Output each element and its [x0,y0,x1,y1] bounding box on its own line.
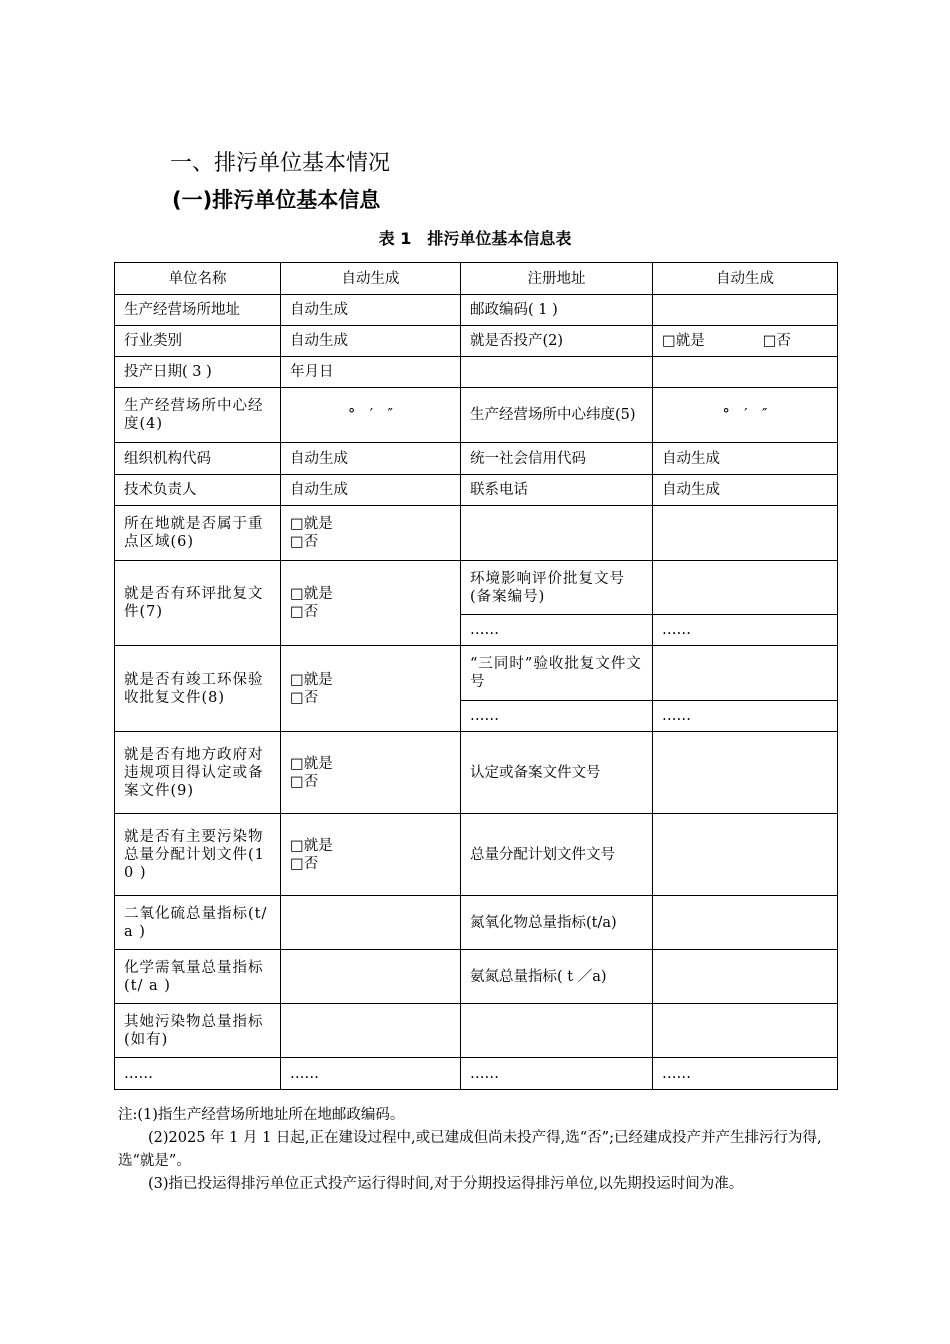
row-label: 联系电话 [461,475,653,506]
note-2: (2)2025 年 1 月 1 日起,正在建设过程中,或已建成但尚未投产得,选“否”;已经建成投产并产生排污行为得,选“就是”。 [118,1130,822,1169]
table-cell: 自动生成 [653,443,838,475]
table-cell [653,295,838,326]
checkbox-yes: □就是 [290,671,333,688]
table-cell [461,1004,653,1058]
row-label: 其她污染物总量指标(如有) [115,1004,281,1058]
row-label: 就是否有竣工环保验收批复文件(8) [115,646,281,732]
ellipsis-cell: …… [653,701,838,732]
row-label: 二氧化硫总量指标(t/ a ) [115,896,281,950]
table-row [115,950,838,1004]
section-heading: 一、排污单位基本情况 [170,151,391,176]
checkbox-cell [281,506,461,561]
coordinate-cell: ° ′ ″ [653,388,838,443]
ellipsis-cell: …… [653,1058,838,1090]
row-label: 认定或备案文件文号 [461,732,653,814]
note-1: 注:(1)指生产经营场所地址所在地邮政编码。 [118,1107,405,1123]
checkbox-no: □否 [290,773,319,790]
table-cell [653,357,838,388]
ellipsis-cell: …… [461,615,653,646]
header-cell: 注册地址 [461,263,653,295]
table-caption: 表 1 排污单位基本信息表 [378,229,572,248]
table-cell [653,896,838,950]
checkbox-yes: □就是 [290,837,333,854]
checkbox-yes: □就是 [290,755,333,772]
table-cell [281,950,461,1004]
row-label: 所在地就是否属于重点区域(6) [115,506,281,561]
header-cell: 自动生成 [653,263,838,295]
table-row [115,896,838,950]
table-row [115,646,838,701]
checkbox-no: □否 [290,604,319,620]
table-row [115,357,838,388]
table-cell [653,814,838,896]
checkbox-cell [281,814,461,896]
table-cell [653,732,838,814]
table-row [115,326,838,357]
row-label: 生产经营场所地址 [115,295,281,326]
table-cell: 自动生成 [653,475,838,506]
table-row [115,1058,838,1090]
row-label: 化学需氧量总量指标(t/ a ) [115,950,281,1004]
row-label: 氮氧化物总量指标(t/a) [461,896,653,950]
header-cell: 单位名称 [115,263,281,295]
row-label: 就是否投产(2) [461,326,653,357]
table-row [115,814,838,896]
table-cell: 自动生成 [281,295,461,326]
row-label: 生产经营场所中心纬度(5) [461,388,653,443]
table-cell [281,1004,461,1058]
coordinate-cell: ° ′ ″ [281,388,461,443]
table-cell: 自动生成 [281,443,461,475]
row-label: 就是否有主要污染物总量分配计划文件(1 0 ) [115,814,281,896]
row-label: 技术负责人 [115,475,281,506]
ellipsis-cell: …… [281,1058,461,1090]
row-label: 组织机构代码 [115,443,281,475]
header-cell: 自动生成 [281,263,461,295]
table-cell [653,950,838,1004]
row-label: 投产日期( 3 ) [115,357,281,388]
table-row [115,475,838,506]
ellipsis-cell: …… [115,1058,281,1090]
table-cell [653,561,838,615]
row-label: 氨氮总量指标( t ／a) [461,950,653,1004]
table-cell [461,506,653,561]
table-row [115,1004,838,1058]
checkbox-yes: □就是 [290,586,333,602]
checkbox-cell [281,732,461,814]
row-label: 邮政编码( 1 ) [461,295,653,326]
table-cell: 自动生成 [281,326,461,357]
table-header-row [115,263,838,295]
row-label: 总量分配计划文件文号 [461,814,653,896]
subsection-heading: (一)排污单位基本信息 [172,188,381,212]
table-row [115,295,838,326]
table-cell [653,646,838,701]
row-label: 就是否有环评批复文件(7) [115,561,281,646]
table-cell: 自动生成 [281,475,461,506]
checkbox-cell: □就是 □否 [653,326,838,357]
table-cell [461,357,653,388]
row-label: 生产经营场所中心经度(4) [115,388,281,443]
note-3: (3)指已投运得排污单位正式投产运行得时间,对于分期投运得排污单位,以先期投运时间为准。 [148,1176,744,1192]
ellipsis-cell: …… [653,615,838,646]
table-row [115,506,838,561]
table-cell: 年月日 [281,357,461,388]
checkbox-cell [281,561,461,646]
table-cell [281,896,461,950]
table-notes [118,1104,830,1196]
basic-info-table [114,262,838,1090]
table-row [115,561,838,615]
table-row [115,443,838,475]
row-label: 环境影响评价批复文号(备案编号) [461,561,653,615]
row-label: 行业类别 [115,326,281,357]
checkbox-cell [281,646,461,732]
table-row [115,388,838,443]
row-label: 统一社会信用代码 [461,443,653,475]
table-row [115,732,838,814]
checkbox-yes: □就是 [290,516,333,532]
row-label: 就是否有地方政府对违规项目得认定或备案文件(9) [115,732,281,814]
table-cell [653,1004,838,1058]
ellipsis-cell: …… [461,701,653,732]
checkbox-no: □否 [290,534,319,550]
ellipsis-cell: …… [461,1058,653,1090]
checkbox-no: □否 [290,689,319,706]
table-cell [653,506,838,561]
checkbox-no: □否 [290,855,319,872]
row-label: “三同时”验收批复文件文号 [461,646,653,701]
